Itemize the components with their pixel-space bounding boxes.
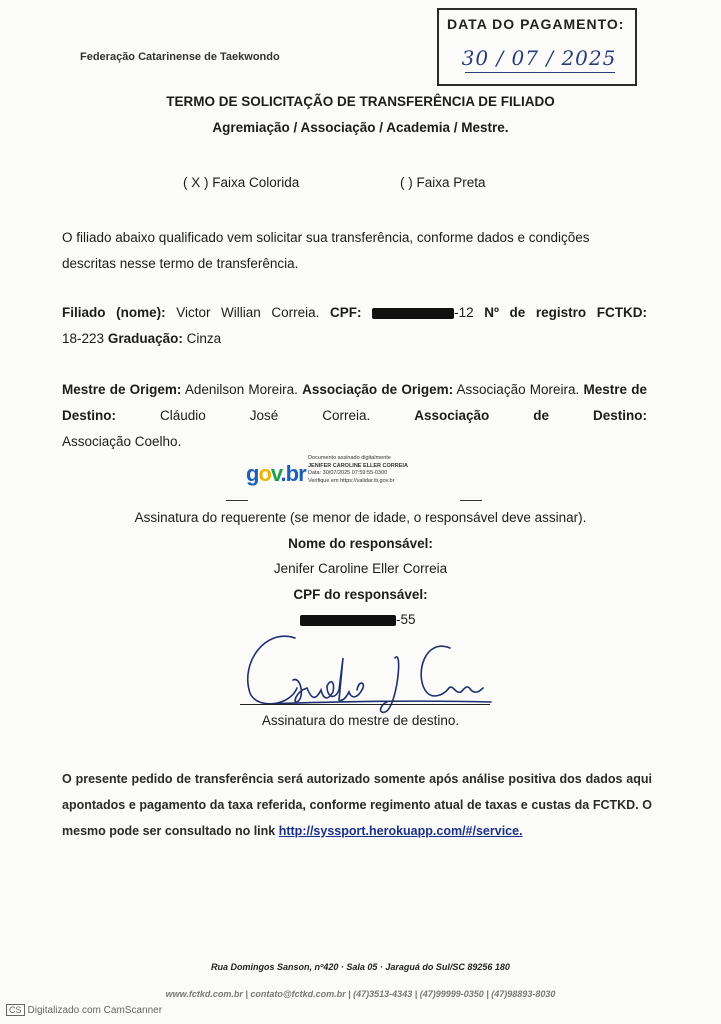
document-title: TERMO DE SOLICITAÇÃO DE TRANSFERÊNCIA DE FILIADO [166, 94, 555, 109]
footer-contacts: www.fctkd.com.br | contato@fctkd.com.br | (47)3513-4343 | (47)99999-0350 | (47)98893-8030 [165, 989, 556, 999]
graduacao-label: Graduação: [107, 331, 183, 346]
payment-date-box [437, 8, 637, 86]
registro-label: Nº de registro FCTKD: [484, 305, 647, 320]
responsavel-name-label: Nome do responsável: [288, 536, 433, 551]
mestre-destino: Cláudio José Correia. [159, 408, 371, 423]
filiado-name: Victor Willian Correia. [176, 305, 320, 320]
mestres-paragraph [62, 377, 647, 455]
option-faixa-preta: ( ) Faixa Preta [400, 175, 486, 190]
payment-date-value: 30 / 07 / 2025 [461, 46, 617, 70]
signature-dash-left [226, 500, 248, 501]
handwritten-signature [235, 618, 495, 718]
mestre-destino-signature-label: Assinatura do mestre de destino. [261, 713, 460, 728]
govbr-verify: Verifique em https://validar.iti.gov.br [308, 477, 395, 484]
option-faixa-colorida: ( X ) Faixa Colorida [183, 175, 300, 190]
filiado-name-label: Filiado (nome): [62, 305, 166, 320]
responsavel-cpf-label: CPF do responsável: [293, 587, 428, 602]
notice-text: O presente pedido de transferência será autorizado somente após análise positiva dos dados aqui apontados e pagamento da taxa referida, conforme regimento atual de taxas e custas da FCTKD. O mesmo pode ser consultado no link [62, 772, 652, 838]
govbr-date: Data: 30/07/2025 07:59:55-0300 [308, 470, 388, 476]
govbr-signer: JENIFER CAROLINE ELLER CORREIA [308, 462, 408, 469]
filiado-paragraph [62, 300, 647, 352]
registro-value: 18-223 [62, 331, 105, 346]
camscanner-watermark [6, 1004, 162, 1016]
filiado-cpf-suffix: -12 [454, 305, 474, 320]
footer-address: Rua Domingos Sanson, nº420 · Sala 05 · Jaraguá do Sul/SC 89256 180 [211, 962, 510, 972]
filiado-cpf-label: CPF: [330, 305, 362, 320]
govbr-line1: Documento assinado digitalmente [308, 455, 391, 461]
payment-date-underline [465, 72, 615, 73]
govbr-signature-stamp [246, 455, 436, 497]
responsavel-cpf-suffix: -55 [396, 612, 416, 627]
cpf-redaction [372, 308, 454, 319]
mestre-destino-label: Mestre de Destino: [62, 382, 647, 423]
intro-paragraph: O filiado abaixo qualificado vem solicitar sua transferência, conforme dados e condições descritas nesse termo de transferência. [62, 230, 590, 271]
notice-paragraph [62, 766, 652, 844]
assoc-destino: Associação Coelho. [62, 434, 182, 449]
mestre-origem: Adenilson Moreira. [184, 382, 298, 397]
signature-dash-right [460, 500, 482, 501]
service-link[interactable]: http://syssport.herokuapp.com/#/service. [278, 824, 523, 838]
assoc-origem: Associação Moreira. [456, 382, 580, 397]
requerente-signature-label: Assinatura do requerente (se menor de idade, o responsável deve assinar). [134, 510, 587, 525]
govbr-logo: gov.br [246, 461, 306, 486]
mestre-signature-line [240, 704, 490, 705]
document-subtitle: Agremiação / Associação / Academia / Mestre. [212, 120, 509, 135]
payment-date-label: DATA DO PAGAMENTO: [447, 16, 625, 32]
graduacao-value: Cinza [186, 331, 222, 346]
assoc-destino-label: Associação de Destino: [414, 408, 647, 423]
organization-name: Federação Catarinense de Taekwondo [80, 51, 280, 63]
assoc-origem-label: Associação de Origem: [302, 382, 454, 397]
camscanner-text: Digitalizado com CamScanner [27, 1005, 163, 1016]
responsavel-name: Jenifer Caroline Eller Correia [273, 561, 448, 576]
camscanner-icon: CS [6, 1004, 25, 1016]
mestre-origem-label: Mestre de Origem: [62, 382, 182, 397]
